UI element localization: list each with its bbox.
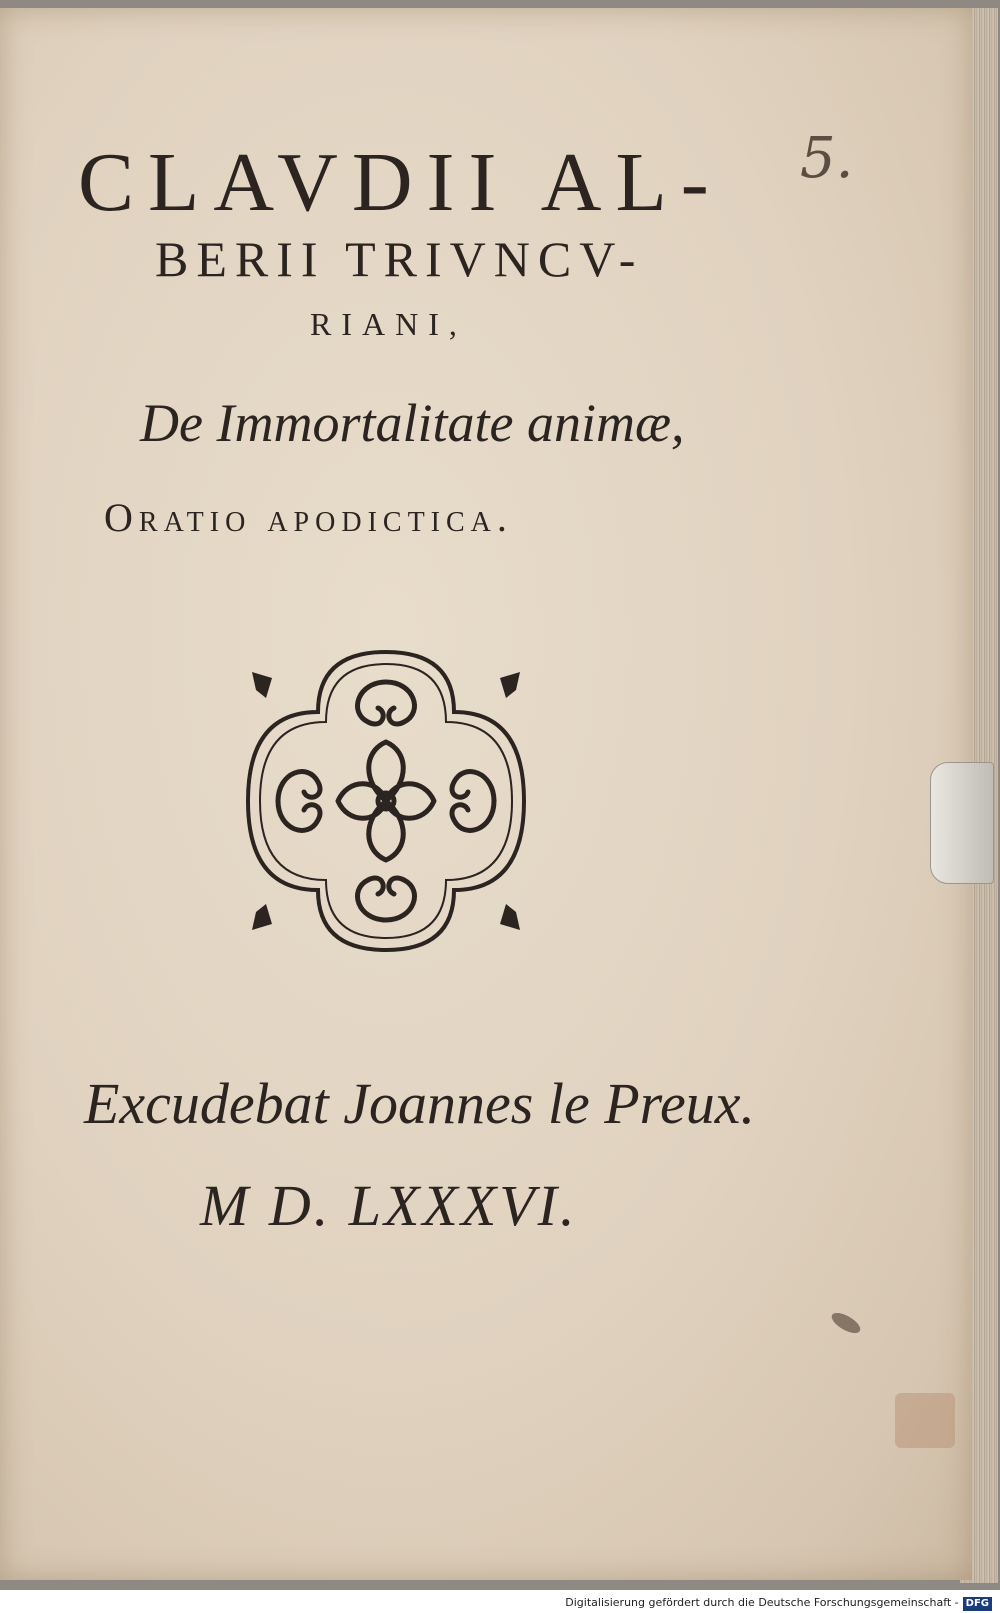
- printer-line: Excudebat Joannes le Preux.: [84, 1071, 756, 1136]
- page-clip: [930, 762, 994, 884]
- title-line-1: CLAVDII AL-: [78, 136, 723, 229]
- title-page: [0, 8, 972, 1580]
- digitization-footer: [0, 1592, 1000, 1613]
- year-line: M D. LXXXVI.: [200, 1173, 578, 1238]
- dfg-logo-icon: DFG: [963, 1597, 992, 1611]
- printer-ornament-icon: [238, 642, 534, 960]
- subtitle-2: Oratio apodictica.: [104, 495, 513, 540]
- title-line-3: RIANI,: [310, 306, 467, 342]
- footer-credit: Digitalisierung gefördert durch die Deutsche Forschungsgemeinschaft -: [565, 1596, 959, 1609]
- title-line-2: BERII TRIVNCV-: [155, 231, 644, 287]
- manuscript-note: 5.: [800, 126, 854, 191]
- ink-smudge: [829, 1309, 864, 1337]
- paper-stain: [895, 1393, 955, 1448]
- subtitle: De Immortalitate animæ,: [140, 393, 685, 453]
